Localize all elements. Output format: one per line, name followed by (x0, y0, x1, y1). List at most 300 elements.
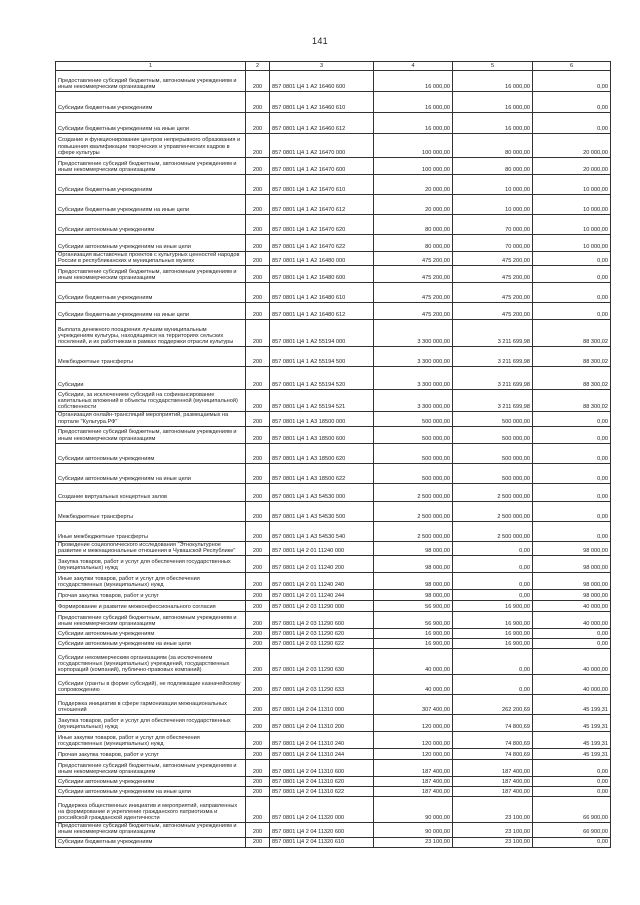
table-row (56, 590, 611, 601)
cell-approved: 475 200,00 (374, 266, 453, 283)
cell-unexecuted: 88 300,02 (533, 367, 611, 390)
cell-approved: 187 400,00 (374, 777, 453, 787)
cell-classification: 857 0801 Ц4 1 А2 16460 600 (270, 71, 374, 92)
cell-row-code: 200 (246, 443, 270, 463)
table-row (56, 823, 611, 837)
cell-classification: 857 0801 Ц4 2 04 11310 620 (270, 777, 374, 787)
cell-name: Субсидии автономным учреждениям на иные цели (56, 463, 246, 483)
cell-executed: 16 900,00 (453, 612, 533, 629)
cell-executed: 23 100,00 (453, 797, 533, 823)
cell-classification: 857 0801 Ц4 1 А2 55194 500 (270, 347, 374, 367)
cell-name: Иные межбюджетные трансферты (56, 521, 246, 541)
column-header: 4 (374, 62, 453, 71)
cell-row-code: 200 (246, 675, 270, 695)
cell-row-code: 200 (246, 175, 270, 195)
cell-approved: 56 900,00 (374, 601, 453, 612)
cell-executed: 10 000,00 (453, 175, 533, 195)
cell-row-code: 200 (246, 303, 270, 320)
cell-name: Межбюджетные трансферты (56, 501, 246, 521)
cell-row-code: 200 (246, 266, 270, 283)
table-row (56, 649, 611, 675)
cell-executed: 10 000,00 (453, 195, 533, 215)
cell-name: Проведение социологического исследования "Этнокультурное развитие и межнациональные отношения в Чувашской Республике" (56, 541, 246, 555)
cell-unexecuted: 88 300,02 (533, 320, 611, 347)
cell-unexecuted: 0,00 (533, 443, 611, 463)
cell-unexecuted: 98 000,00 (533, 541, 611, 555)
cell-executed: 500 000,00 (453, 426, 533, 443)
cell-row-code: 200 (246, 837, 270, 847)
cell-approved: 80 000,00 (374, 215, 453, 235)
cell-classification: 857 0801 Ц4 1 А2 16460 612 (270, 113, 374, 134)
table-row (56, 426, 611, 443)
table-row (56, 797, 611, 823)
table-row (56, 760, 611, 777)
cell-name: Поддержка общественных инициатив и мероприятий, направленных на формирование и укрепление гражданского патриотизма и российской гражданской идентичности (56, 797, 246, 823)
cell-classification: 857 0801 Ц4 2 03 11290 600 (270, 612, 374, 629)
cell-approved: 3 300 000,00 (374, 347, 453, 367)
cell-approved: 475 200,00 (374, 283, 453, 303)
cell-approved: 90 000,00 (374, 797, 453, 823)
cell-name: Выплата денежного поощрения лучшим муниципальным учреждениям культуры, находящимся на территориях сельских поселений, и их работникам в рамках поддержки отрасли культуры (56, 320, 246, 347)
cell-classification: 857 0801 Ц4 1 А3 54530 500 (270, 501, 374, 521)
cell-unexecuted: 0,00 (533, 92, 611, 113)
cell-row-code: 200 (246, 823, 270, 837)
cell-executed: 74 800,69 (453, 715, 533, 732)
cell-unexecuted: 20 000,00 (533, 134, 611, 158)
cell-unexecuted: 88 300,02 (533, 347, 611, 367)
cell-executed: 16 000,00 (453, 113, 533, 134)
cell-executed: 2 500 000,00 (453, 483, 533, 501)
table-row (56, 556, 611, 573)
column-header: 1 (56, 62, 246, 71)
cell-unexecuted: 0,00 (533, 283, 611, 303)
cell-executed: 500 000,00 (453, 463, 533, 483)
cell-unexecuted: 0,00 (533, 521, 611, 541)
cell-row-code: 200 (246, 601, 270, 612)
cell-executed: 2 500 000,00 (453, 521, 533, 541)
column-header: 5 (453, 62, 533, 71)
cell-unexecuted: 10 000,00 (533, 235, 611, 252)
column-header: 2 (246, 62, 270, 71)
cell-name: Прочая закупка товаров, работ и услуг (56, 749, 246, 760)
cell-classification: 857 0801 Ц4 1 А2 16470 000 (270, 134, 374, 158)
table-row (56, 283, 611, 303)
cell-classification: 857 0801 Ц4 1 А2 55194 521 (270, 390, 374, 412)
cell-approved: 16 000,00 (374, 71, 453, 92)
cell-row-code: 200 (246, 749, 270, 760)
cell-classification: 857 0801 Ц4 2 03 11290 633 (270, 675, 374, 695)
cell-approved: 2 500 000,00 (374, 521, 453, 541)
cell-approved: 120 000,00 (374, 715, 453, 732)
cell-classification: 857 0801 Ц4 1 А2 16470 612 (270, 195, 374, 215)
cell-name: Субсидии бюджетным учреждениям на иные цели (56, 195, 246, 215)
cell-executed: 3 211 699,98 (453, 320, 533, 347)
cell-unexecuted: 45 199,31 (533, 732, 611, 749)
cell-name: Закупка товаров, работ и услуг для обеспечения государственных (муниципальных) нужд (56, 556, 246, 573)
cell-unexecuted: 66 900,00 (533, 797, 611, 823)
table-row (56, 612, 611, 629)
cell-name: Субсидии бюджетным учреждениям (56, 283, 246, 303)
cell-executed: 3 211 699,98 (453, 390, 533, 412)
table-row (56, 541, 611, 555)
cell-name: Создание виртуальных концертных залов (56, 483, 246, 501)
table-row (56, 390, 611, 412)
table-row (56, 113, 611, 134)
cell-name: Иные закупки товаров, работ и услуг для обеспечения государственных (муниципальных) нужд (56, 732, 246, 749)
table-row (56, 483, 611, 501)
cell-approved: 98 000,00 (374, 573, 453, 590)
cell-approved: 100 000,00 (374, 158, 453, 175)
cell-unexecuted: 98 000,00 (533, 556, 611, 573)
cell-name: Субсидии автономным учреждениям (56, 443, 246, 463)
cell-name: Предоставление субсидий бюджетным, автономным учреждениям и иным некоммерческим организациям (56, 266, 246, 283)
cell-classification: 857 0801 Ц4 2 04 11310 600 (270, 760, 374, 777)
table-row (56, 134, 611, 158)
cell-row-code: 200 (246, 195, 270, 215)
cell-unexecuted: 40 000,00 (533, 675, 611, 695)
cell-classification: 857 0801 Ц4 2 04 11310 000 (270, 695, 374, 715)
cell-row-code: 200 (246, 426, 270, 443)
cell-classification: 857 0801 Ц4 2 03 11290 630 (270, 649, 374, 675)
cell-name: Предоставление субсидий бюджетным, автономным учреждениям и иным некоммерческим организациям (56, 760, 246, 777)
cell-unexecuted: 10 000,00 (533, 175, 611, 195)
cell-row-code: 200 (246, 649, 270, 675)
cell-approved: 100 000,00 (374, 134, 453, 158)
cell-executed: 475 200,00 (453, 252, 533, 266)
cell-row-code: 200 (246, 92, 270, 113)
table-row (56, 320, 611, 347)
cell-approved: 16 900,00 (374, 639, 453, 649)
table-row (56, 837, 611, 847)
cell-classification: 857 0801 Ц4 1 А3 18500 600 (270, 426, 374, 443)
cell-row-code: 200 (246, 715, 270, 732)
cell-classification: 857 0801 Ц4 1 А2 16470 620 (270, 215, 374, 235)
cell-executed: 80 000,00 (453, 134, 533, 158)
cell-unexecuted: 45 199,31 (533, 715, 611, 732)
cell-classification: 857 0801 Ц4 1 А2 16480 610 (270, 283, 374, 303)
cell-approved: 500 000,00 (374, 463, 453, 483)
cell-name: Организация онлайн-трансляций мероприятий, размещаемых на портале "Культура.РФ" (56, 412, 246, 426)
cell-approved: 40 000,00 (374, 649, 453, 675)
cell-name: Предоставление субсидий бюджетным, автономным учреждениям и иным некоммерческим организациям (56, 426, 246, 443)
cell-classification: 857 0801 Ц4 2 04 11310 622 (270, 787, 374, 797)
cell-unexecuted: 66 900,00 (533, 823, 611, 837)
cell-executed: 16 900,00 (453, 601, 533, 612)
table-row (56, 732, 611, 749)
table-row (56, 787, 611, 797)
cell-row-code: 200 (246, 113, 270, 134)
cell-classification: 857 0801 Ц4 1 А2 16480 612 (270, 303, 374, 320)
cell-name: Субсидии, за исключением субсидий на софинансирование капитальных вложений в объекты государственной (муниципальной) собственности (56, 390, 246, 412)
cell-unexecuted: 45 199,31 (533, 695, 611, 715)
table-row (56, 347, 611, 367)
table-row (56, 252, 611, 266)
cell-approved: 475 200,00 (374, 303, 453, 320)
cell-row-code: 200 (246, 252, 270, 266)
cell-executed: 16 900,00 (453, 629, 533, 639)
table-row (56, 675, 611, 695)
cell-classification: 857 0801 Ц4 2 03 11290 620 (270, 629, 374, 639)
cell-executed: 500 000,00 (453, 412, 533, 426)
cell-executed: 74 800,69 (453, 749, 533, 760)
cell-approved: 500 000,00 (374, 412, 453, 426)
cell-name: Иные закупки товаров, работ и услуг для обеспечения государственных (муниципальных) нужд (56, 573, 246, 590)
cell-approved: 500 000,00 (374, 426, 453, 443)
cell-row-code: 200 (246, 732, 270, 749)
table-row (56, 601, 611, 612)
table-row (56, 266, 611, 283)
cell-executed: 0,00 (453, 556, 533, 573)
table-row (56, 463, 611, 483)
cell-classification: 857 0801 Ц4 1 А2 16470 622 (270, 235, 374, 252)
cell-executed: 0,00 (453, 649, 533, 675)
cell-unexecuted: 0,00 (533, 760, 611, 777)
table-row (56, 92, 611, 113)
cell-name: Субсидии бюджетным учреждениям (56, 175, 246, 195)
cell-name: Субсидии автономным учреждениям на иные цели (56, 235, 246, 252)
cell-executed: 3 211 699,98 (453, 347, 533, 367)
cell-approved: 80 000,00 (374, 235, 453, 252)
cell-name: Субсидии бюджетным учреждениям (56, 92, 246, 113)
cell-approved: 120 000,00 (374, 749, 453, 760)
cell-unexecuted: 0,00 (533, 113, 611, 134)
cell-executed: 187 400,00 (453, 787, 533, 797)
cell-row-code: 200 (246, 556, 270, 573)
cell-unexecuted: 0,00 (533, 412, 611, 426)
cell-classification: 857 0801 Ц4 1 А2 16470 610 (270, 175, 374, 195)
column-header: 6 (533, 62, 611, 71)
cell-name: Закупка товаров, работ и услуг для обеспечения государственных (муниципальных) нужд (56, 715, 246, 732)
cell-name: Поддержка инициатив в сфере гармонизации межнациональных отношений (56, 695, 246, 715)
table-row (56, 71, 611, 92)
cell-executed: 0,00 (453, 590, 533, 601)
cell-name: Субсидии (гранты в форме субсидий), не подлежащие казначейскому сопровождению (56, 675, 246, 695)
cell-name: Субсидии автономным учреждениям (56, 215, 246, 235)
cell-executed: 80 000,00 (453, 158, 533, 175)
table-row (56, 639, 611, 649)
cell-row-code: 200 (246, 483, 270, 501)
cell-unexecuted: 0,00 (533, 837, 611, 847)
cell-name: Прочая закупка товаров, работ и услуг (56, 590, 246, 601)
cell-approved: 90 000,00 (374, 823, 453, 837)
cell-executed: 262 200,69 (453, 695, 533, 715)
cell-classification: 857 0801 Ц4 1 А2 16470 600 (270, 158, 374, 175)
cell-executed: 475 200,00 (453, 303, 533, 320)
cell-executed: 70 000,00 (453, 215, 533, 235)
cell-approved: 3 300 000,00 (374, 367, 453, 390)
cell-classification: 857 0801 Ц4 1 А2 16480 600 (270, 266, 374, 283)
cell-name: Субсидии (56, 367, 246, 390)
cell-classification: 857 0801 Ц4 2 04 11310 200 (270, 715, 374, 732)
cell-executed: 16 000,00 (453, 92, 533, 113)
cell-executed: 16 000,00 (453, 71, 533, 92)
table-row (56, 715, 611, 732)
cell-classification: 857 0801 Ц4 2 04 11320 600 (270, 823, 374, 837)
table-row (56, 235, 611, 252)
cell-name: Предоставление субсидий бюджетным, автономным учреждениям и иным некоммерческим организациям (56, 823, 246, 837)
cell-executed: 0,00 (453, 573, 533, 590)
cell-name: Субсидии автономным учреждениям (56, 777, 246, 787)
cell-name: Создание и функционирование центров непрерывного образования и повышения квалификации творческих и управленческих кадров в сфере культуры (56, 134, 246, 158)
cell-classification: 857 0801 Ц4 2 03 11290 000 (270, 601, 374, 612)
cell-unexecuted: 45 199,31 (533, 749, 611, 760)
cell-executed: 500 000,00 (453, 443, 533, 463)
cell-executed: 70 000,00 (453, 235, 533, 252)
page-number: 141 (312, 36, 328, 46)
cell-approved: 500 000,00 (374, 443, 453, 463)
cell-row-code: 200 (246, 777, 270, 787)
cell-unexecuted: 0,00 (533, 629, 611, 639)
cell-name: Субсидии автономным учреждениям на иные цели (56, 787, 246, 797)
header-row (56, 62, 611, 71)
cell-approved: 2 500 000,00 (374, 501, 453, 521)
cell-approved: 56 900,00 (374, 612, 453, 629)
cell-executed: 0,00 (453, 675, 533, 695)
cell-executed: 16 900,00 (453, 639, 533, 649)
cell-row-code: 200 (246, 521, 270, 541)
cell-row-code: 200 (246, 787, 270, 797)
table-row (56, 695, 611, 715)
cell-approved: 98 000,00 (374, 541, 453, 555)
cell-row-code: 200 (246, 347, 270, 367)
cell-unexecuted: 0,00 (533, 777, 611, 787)
table-row (56, 749, 611, 760)
cell-row-code: 200 (246, 695, 270, 715)
cell-unexecuted: 0,00 (533, 303, 611, 320)
cell-name: Предоставление субсидий бюджетным, автономным учреждениям и иным некоммерческим организациям (56, 71, 246, 92)
cell-classification: 857 0801 Ц4 1 А3 54530 540 (270, 521, 374, 541)
cell-row-code: 200 (246, 639, 270, 649)
cell-row-code: 200 (246, 320, 270, 347)
cell-unexecuted: 10 000,00 (533, 215, 611, 235)
cell-row-code: 200 (246, 412, 270, 426)
table-body (56, 71, 611, 848)
cell-row-code: 200 (246, 501, 270, 521)
cell-unexecuted: 98 000,00 (533, 590, 611, 601)
cell-executed: 23 100,00 (453, 823, 533, 837)
cell-row-code: 200 (246, 573, 270, 590)
cell-unexecuted: 98 000,00 (533, 573, 611, 590)
cell-classification: 857 0801 Ц4 1 А2 55194 000 (270, 320, 374, 347)
cell-classification: 857 0801 Ц4 1 А3 54530 000 (270, 483, 374, 501)
cell-name: Субсидии автономным учреждениям (56, 629, 246, 639)
cell-classification: 857 0801 Ц4 2 04 11310 244 (270, 749, 374, 760)
cell-unexecuted: 0,00 (533, 426, 611, 443)
cell-approved: 2 500 000,00 (374, 483, 453, 501)
cell-approved: 16 000,00 (374, 113, 453, 134)
cell-approved: 16 900,00 (374, 629, 453, 639)
cell-approved: 40 000,00 (374, 675, 453, 695)
cell-row-code: 200 (246, 158, 270, 175)
cell-classification: 857 0801 Ц4 2 04 11320 610 (270, 837, 374, 847)
cell-row-code: 200 (246, 629, 270, 639)
cell-name: Предоставление субсидий бюджетным, автономным учреждениям и иным некоммерческим организациям (56, 612, 246, 629)
cell-unexecuted: 0,00 (533, 463, 611, 483)
cell-unexecuted: 40 000,00 (533, 601, 611, 612)
cell-unexecuted: 10 000,00 (533, 195, 611, 215)
cell-classification: 857 0801 Ц4 1 А3 18500 622 (270, 463, 374, 483)
table-row (56, 175, 611, 195)
cell-executed: 23 100,00 (453, 837, 533, 847)
cell-row-code: 200 (246, 283, 270, 303)
cell-executed: 187 400,00 (453, 760, 533, 777)
table-row (56, 303, 611, 320)
cell-approved: 16 000,00 (374, 92, 453, 113)
cell-unexecuted: 20 000,00 (533, 158, 611, 175)
cell-unexecuted: 0,00 (533, 71, 611, 92)
cell-unexecuted: 0,00 (533, 787, 611, 797)
table-row (56, 629, 611, 639)
cell-row-code: 200 (246, 463, 270, 483)
cell-unexecuted: 40 000,00 (533, 612, 611, 629)
cell-classification: 857 0801 Ц4 1 А2 55194 520 (270, 367, 374, 390)
cell-unexecuted: 0,00 (533, 501, 611, 521)
cell-executed: 187 400,00 (453, 777, 533, 787)
cell-approved: 120 000,00 (374, 732, 453, 749)
cell-row-code: 200 (246, 760, 270, 777)
cell-name: Формирование и развитие межконфессионального согласия (56, 601, 246, 612)
column-header: 3 (270, 62, 374, 71)
cell-classification: 857 0801 Ц4 2 01 11240 200 (270, 556, 374, 573)
cell-row-code: 200 (246, 590, 270, 601)
cell-classification: 857 0801 Ц4 2 01 11240 240 (270, 573, 374, 590)
cell-approved: 23 100,00 (374, 837, 453, 847)
table-row (56, 443, 611, 463)
cell-approved: 98 000,00 (374, 556, 453, 573)
cell-classification: 857 0801 Ц4 2 04 11320 000 (270, 797, 374, 823)
cell-name: Субсидии автономным учреждениям на иные цели (56, 639, 246, 649)
cell-approved: 20 000,00 (374, 195, 453, 215)
table-row (56, 215, 611, 235)
table-row (56, 412, 611, 426)
cell-approved: 187 400,00 (374, 760, 453, 777)
cell-approved: 475 200,00 (374, 252, 453, 266)
cell-approved: 3 300 000,00 (374, 320, 453, 347)
table-row (56, 158, 611, 175)
cell-row-code: 200 (246, 71, 270, 92)
cell-row-code: 200 (246, 235, 270, 252)
cell-approved: 20 000,00 (374, 175, 453, 195)
cell-classification: 857 0801 Ц4 1 А2 16460 610 (270, 92, 374, 113)
table-row (56, 777, 611, 787)
cell-classification: 857 0801 Ц4 2 01 11240 000 (270, 541, 374, 555)
cell-row-code: 200 (246, 612, 270, 629)
table-row (56, 367, 611, 390)
cell-name: Субсидии некоммерческим организациям (за исключением государственных (муниципальных) учреждений, государственных корпораций (компаний), публично-правовых компаний) (56, 649, 246, 675)
cell-name: Субсидии бюджетным учреждениям на иные цели (56, 113, 246, 134)
budget-table (55, 61, 611, 848)
cell-name: Предоставление субсидий бюджетным, автономным учреждениям и иным некоммерческим организациям (56, 158, 246, 175)
cell-executed: 3 211 699,98 (453, 367, 533, 390)
cell-row-code: 200 (246, 541, 270, 555)
table-row (56, 195, 611, 215)
cell-approved: 98 000,00 (374, 590, 453, 601)
cell-name: Субсидии бюджетным учреждениям (56, 837, 246, 847)
cell-row-code: 200 (246, 390, 270, 412)
cell-unexecuted: 0,00 (533, 266, 611, 283)
cell-classification: 857 0801 Ц4 2 03 11290 622 (270, 639, 374, 649)
cell-classification: 857 0801 Ц4 1 А2 16480 000 (270, 252, 374, 266)
cell-approved: 3 300 000,00 (374, 390, 453, 412)
cell-row-code: 200 (246, 367, 270, 390)
cell-executed: 2 500 000,00 (453, 501, 533, 521)
cell-classification: 857 0801 Ц4 1 А3 18500 000 (270, 412, 374, 426)
cell-unexecuted: 0,00 (533, 639, 611, 649)
table-row (56, 501, 611, 521)
cell-executed: 475 200,00 (453, 266, 533, 283)
cell-name: Организация выставочных проектов с культурных ценностей народов России в республиканских и муниципальных музеях (56, 252, 246, 266)
cell-classification: 857 0801 Ц4 1 А3 18500 620 (270, 443, 374, 463)
